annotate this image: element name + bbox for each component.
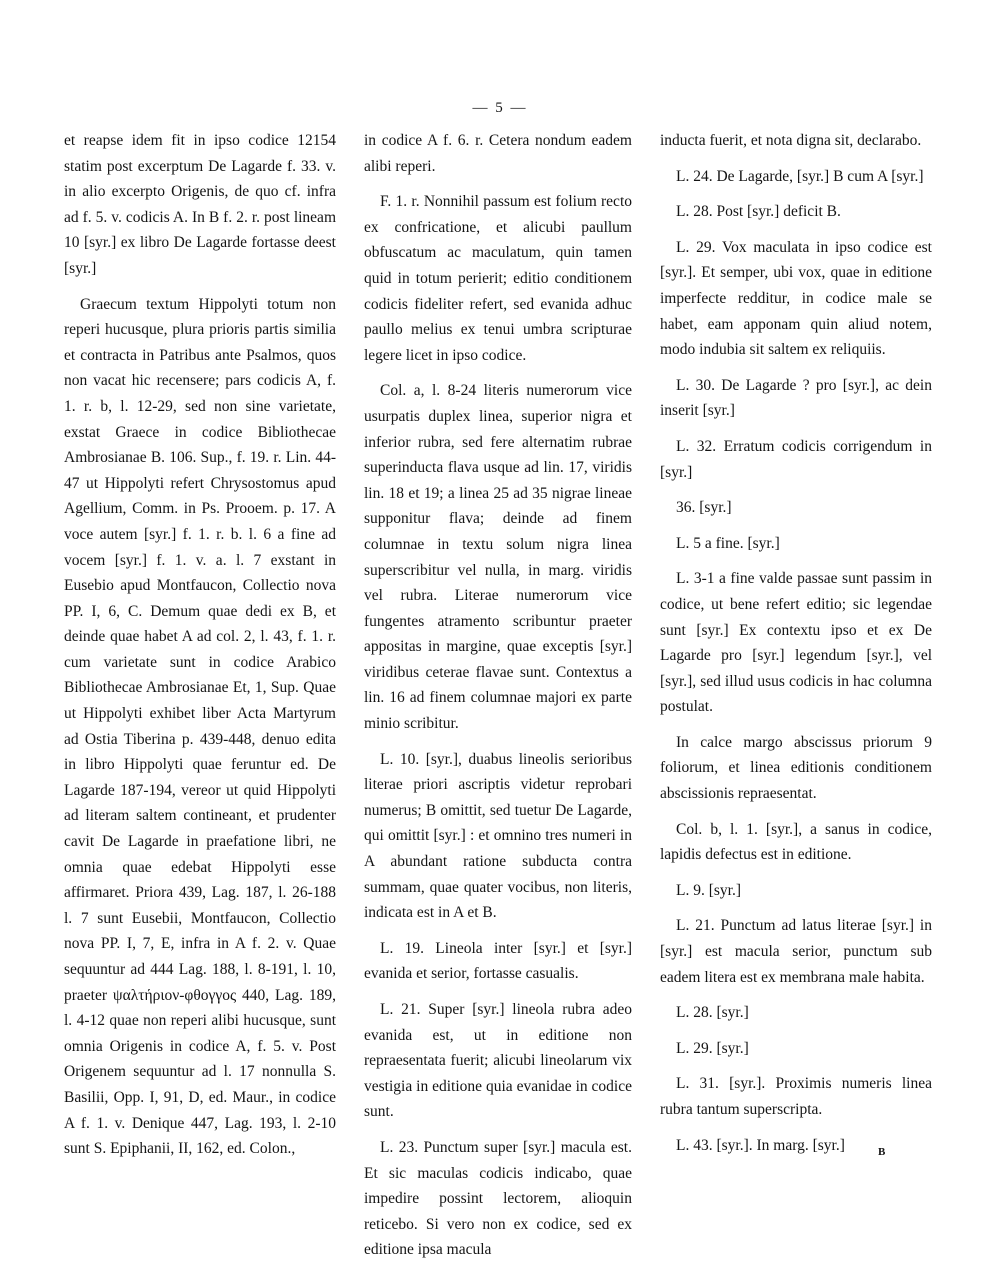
page-number: — 5 — xyxy=(472,100,528,116)
paragraph: L. 19. Lineola inter [syr.] et [syr.] evanida et serior, fortasse casualis. xyxy=(364,939,632,983)
paragraph: L. 28. [syr.] xyxy=(676,1004,749,1022)
paragraph: L. 9. [syr.] xyxy=(676,881,742,899)
paragraph: L. 32. Erratum codicis corrigendum in [syr.] xyxy=(660,437,932,481)
paragraph: Col. b, l. 1. [syr.], a sanus in codice, lapidis defectus est in editione. xyxy=(660,820,932,864)
paragraph: F. 1. r. Nonnihil passum est folium recto ex confricatione, et alicubi paullum obfuscatum ac maculatum, quin tamen quid in totum perierit; editio conditionem codicis fideliter refert, sed evanida adhuc paullo melius ex tenui umbra scripturae legere licet in ipso codice. xyxy=(364,193,632,364)
signature-mark: B xyxy=(878,1146,886,1158)
paragraph: L. 21. Punctum ad latus literae [syr.] in [syr.] est macula serior, punctum sub eadem litera est ex membrana male habita. xyxy=(660,917,932,986)
paragraph: L. 31. [syr.]. Proximis numeris linea rubra tantum superscripta. xyxy=(660,1075,932,1118)
column-middle xyxy=(364,128,632,1273)
paragraph: L. 21. Super [syr.] lineola rubra adeo evanida est, ut in editione non repraesentata fuerit; alicubi lineolarum vix vestigia in editione quia evanidae in codice sunt. xyxy=(364,1001,632,1121)
paragraph: L. 24. De Lagarde, [syr.] B cum A [syr.] xyxy=(676,167,924,185)
paragraph: L. 3-1 a fine valde passae sunt passim in codice, ut bene refert editio; sic legendae sunt [syr.] Ex contextu ipso et ex De Lagarde pro [syr.] legendum [syr.], vel [syr.], sed illud usus codicis in hac columna postulat. xyxy=(660,570,932,716)
column-right xyxy=(660,128,932,1168)
paragraph: in codice A f. 6. r. Cetera nondum eadem alibi reperi. xyxy=(364,132,632,175)
paragraph: L. 10. [syr.], duabus lineolis serioribus literae priori ascriptis videtur reprobari numerus; B omittit, sed tuetur De Lagarde, qui omittit [syr.] : et omnino tres numeri in A abundant ratione subducta contra summam, quae quater vocibus, non literis, indicata est in A et B. xyxy=(364,750,632,922)
paragraph: Graecum textum Hippolyti totum non reperi hucusque, plura prioris partis similia et contracta in Patribus ante Psalmos, quos non vacat hic recensere; pars codicis A, f. 1. r. b, l. 12-29, sed non sine varietate, exstat Graece in codice Bibliothecae Ambrosianae B. 106. Sup., f. 19. r. Lin. 44-47 ut Hippolyti refert Chrysostomus apud Agellium, Comm. in Ps. Prooem. p. 17. A voce autem [syr.] f. 1. r. b. l. 6 a fine ad vocem [syr.] f. 1. v. a. l. 7 exstant in Eusebio apud Montfaucon, Collectio nova PP. I, 6, C. Demum quae dedi ex B, et deinde quae habet A ad col. 2, l. 43, f. 1. r. cum varietate sunt in codice Arabico Bibliothecae Ambrosianae Et, 1, Sup. Quae ut Hippolyti exhibet liber Acta Martyrum ad Ostia Tiberina p. 439-448, denuo edita in libro Hippolyti quae feruntur ed. De Lagarde 187-194, vereor ut quid Hippolyti ad literam saltem contineant, et prudenter cavit De Lagarde in praefatione libri, ne omnia quae edebat Hippolyti esse affirmaret. Priora 439, Lag. 187, l. 26-188 l. 7 sunt Eusebii, Montfaucon, Collectio nova PP. I, 7, E, infra in A f. 2. v. Quae sequuntur ad 444 Lag. 188, l. 8-191, l. 10, praeter ψαλτήριον-φθογγος 440, Lag. 189, l. 4-12 quae non reperi alibi hucusque, sunt omnia Origenis in codice A, f. 5. v. Post Origenem sequuntur ad l. 17 nonnulla S. Basilii, Opp. I, 91, D, ed. Maur., in codice A f. 1. v. Denique 447, Lag. 193, l. 2-10 sunt S. Epiphanii, II, 162, ed. Colon., xyxy=(64,295,336,1158)
paragraph: Col. a, l. 8-24 literis numerorum vice usurpatis duplex linea, superior nigra et inferior rubra, sed fere alternatim rubrae superinducta flava usque ad lin. 17, viridis lin. 18 et 19; a linea 25 ad 35 nigrae lineae supponitur flava; deinde ad finem columnae in textu solum nigra linea superscribitur vel nulla, in marg. viridis vel rubra. Literae numerorum vice fungentes atramento scribuntur praeter appositas in margine, quae exceptis [syr.] viridibus ceterae flavae sunt. Contextus a lin. 16 ad finem columnae majori ex parte minio scribitur. xyxy=(364,382,632,733)
paragraph: L. 30. De Lagarde ? pro [syr.], ac dein inserit [syr.] xyxy=(660,376,932,420)
paragraph: 36. [syr.] xyxy=(676,499,732,517)
paragraph: inducta fuerit, et nota digna sit, declarabo. xyxy=(660,132,922,149)
paragraph: L. 23. Punctum super [syr.] macula est. Et sic maculas codicis indicabo, quae impedire possint lectorem, alioquin reticebo. Si vero non ex codice, sed ex editione ipsa macula xyxy=(364,1138,632,1259)
column-left xyxy=(64,128,336,1172)
paragraph: L. 29. Vox maculata in ipso codice est [syr.]. Et semper, ubi vox, quae in editione imperfecte redditur, in codice male se habet, eam apponam quin aliud notem, modo indubia sit saltem ex reliquiis. xyxy=(660,238,932,359)
paragraph: In calce margo abscissus priorum 9 foliorum, et linea editionis conditionem abscissionis repraesentat. xyxy=(660,733,932,803)
paragraph: L. 28. Post [syr.] deficit B. xyxy=(676,203,841,221)
paragraph: L. 29. [syr.] xyxy=(676,1039,749,1057)
paragraph: L. 43. [syr.]. In marg. [syr.] xyxy=(676,1136,845,1154)
paragraph: L. 5 a fine. [syr.] xyxy=(676,534,780,552)
paragraph: et reapse idem fit in ipso codice 12154 statim post excerptum De Lagarde f. 33. v. in alio excerpto Origenis, de quo cf. infra ad f. 5. v. codicis A. In B f. 2. r. post lineam 10 [syr.] ex libro De Lagarde fortasse deest [syr.] xyxy=(64,132,336,277)
